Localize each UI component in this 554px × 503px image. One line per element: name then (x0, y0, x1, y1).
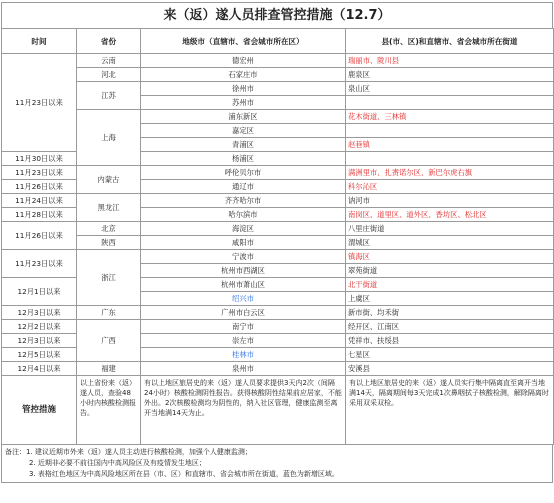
time-cell: 12月3日以来 (2, 306, 77, 320)
county-cell: 北干街道 (346, 278, 554, 292)
county-cell: 花木街道、三林镇 (346, 110, 554, 124)
county-cell (346, 306, 554, 320)
table-row (2, 362, 554, 376)
note-line: 备注：1. 建议近期市外来（返）遂人员主动进行核酸检测，加强个人健康监测； (5, 448, 252, 456)
city-cell: 石家庄市 (141, 68, 346, 82)
province-cell: 河北 (77, 68, 141, 82)
county-cell: 科尔沁区 (346, 180, 554, 194)
city-cell: 广州市白云区 (141, 306, 346, 320)
county-cell: 翠苑街道 (346, 264, 554, 278)
county-cell: 渭城区 (346, 236, 554, 250)
city-cell: 杭州市萧山区 (141, 278, 346, 292)
city-cell: 苏州市 (141, 96, 346, 110)
notes-block (1, 445, 553, 483)
time-cell: 11月26日以来 (2, 222, 77, 250)
county-cell: 经开区、江南区 (346, 320, 554, 334)
time-cell: 12月2日以来 (2, 320, 77, 334)
table-row (2, 110, 554, 124)
time-cell: 12月3日以来 (2, 334, 77, 348)
province-cell: 北京 (77, 222, 141, 236)
county-cell (346, 96, 554, 110)
time-cell: 11月23日以来 (2, 166, 77, 180)
county-cell: 南岗区、道里区、道外区、香坊区、松北区 (346, 208, 554, 222)
table-header-row (2, 29, 554, 54)
city-cell: 桂林市 (141, 348, 346, 362)
county-cell: 讷河市 (346, 194, 554, 208)
county-cell: 上虞区 (346, 292, 554, 306)
city-cell: 绍兴市 (141, 292, 346, 306)
city-cell: 海淀区 (141, 222, 346, 236)
city-cell: 齐齐哈尔市 (141, 194, 346, 208)
time-cell: 12月5日以来 (2, 348, 77, 362)
county-cell: 凭祥市、扶绥县 (346, 334, 554, 348)
time-cell: 11月24日以来 (2, 194, 77, 208)
city-cell: 宁波市 (141, 250, 346, 264)
county-cell: 泉山区 (346, 82, 554, 96)
time-cell: 11月26日以来 (2, 180, 77, 194)
table-row (2, 166, 554, 180)
county-cell: 满洲里市、扎赉诺尔区、新巴尔虎右旗 (346, 166, 554, 180)
city-cell: 杭州市西湖区 (141, 264, 346, 278)
province-cell: 上海 (77, 110, 141, 166)
measures-label: 管控措施 (2, 376, 77, 445)
county-cell: 赵巷镇 (346, 138, 554, 152)
table-row (2, 320, 554, 334)
header-time: 时间 (2, 29, 77, 54)
province-cell: 福建 (77, 362, 141, 376)
table-row (2, 54, 554, 68)
province-cell: 内蒙古 (77, 166, 141, 194)
province-cell: 广东 (77, 306, 141, 320)
city-cell: 泉州市 (141, 362, 346, 376)
page-title: 来（返）遂人员排查管控措施（12.7） (1, 2, 553, 28)
measures-row (2, 376, 554, 445)
note-line: 3. 表格红色地区为中高风险地区所在县（市、区）和直辖市、省会城市所在街道，蓝色为新增区域。 (29, 470, 339, 478)
time-cell: 12月1日以来 (2, 278, 77, 306)
measures-col3: 有以上地区旅居史的来（返）遂人员实行集中隔离直至离开当地满14天，隔离期间每3天完成1次鼻咽拭子核酸检测，解除隔离时采用双采双检。 (346, 376, 554, 445)
city-cell: 通辽市 (141, 180, 346, 194)
time-cell: 12月4日以来 (2, 362, 77, 376)
city-cell: 浦东新区 (141, 110, 346, 124)
county-cell: 镇海区 (346, 250, 554, 264)
city-cell: 嘉定区 (141, 124, 346, 138)
time-cell: 11月30日以来 (2, 152, 77, 166)
header-county: 县(市、区)和直辖市、省会城市所在街道 (346, 29, 554, 54)
city-cell: 徐州市 (141, 82, 346, 96)
city-cell: 崇左市 (141, 334, 346, 348)
county-cell: 鹿泉区 (346, 68, 554, 82)
city-cell: 南宁市 (141, 320, 346, 334)
time-cell: 11月23日以来 (2, 54, 77, 152)
time-cell: 11月28日以来 (2, 208, 77, 222)
measures-col2: 有以上地区旅居史的来（返）遂人员要求提供3天内2次（间隔24小时）核酸检测阴性报告。获得核酸阴性结果前应居家，不能外出。2次核酸检测均为阴性的，纳入社区管理，健康监测至离开当地满14天为止。 (141, 376, 346, 445)
province-cell: 云南 (77, 54, 141, 68)
county-text: 新市街、均禾街 (348, 308, 400, 317)
province-cell: 江苏 (77, 82, 141, 110)
city-cell: 咸阳市 (141, 236, 346, 250)
table-row (2, 194, 554, 208)
county-cell (346, 152, 554, 166)
province-cell: 陕西 (77, 236, 141, 250)
county-cell: 瑞丽市、陇川县 (346, 54, 554, 68)
city-cell: 德宏州 (141, 54, 346, 68)
table-row (2, 68, 554, 82)
province-cell: 浙江 (77, 250, 141, 306)
city-cell: 哈尔滨市 (141, 208, 346, 222)
province-cell: 广西 (77, 320, 141, 362)
city-cell: 青浦区 (141, 138, 346, 152)
county-cell: 安溪县 (346, 362, 554, 376)
county-cell: 七星区 (346, 348, 554, 362)
time-cell: 11月23日以来 (2, 250, 77, 278)
header-city: 地级市（直辖市、省会城市所在区） (141, 29, 346, 54)
table-row (2, 236, 554, 250)
city-cell: 杨浦区 (141, 152, 346, 166)
measures-col1: 以上省份来（返）遂人员，查验48小时内核酸检测报告。 (77, 376, 141, 445)
province-cell: 黑龙江 (77, 194, 141, 222)
header-province: 省份 (77, 29, 141, 54)
table-row (2, 82, 554, 96)
city-cell: 呼伦贝尔市 (141, 166, 346, 180)
county-cell: 八里庄街道 (346, 222, 554, 236)
control-table (1, 28, 554, 445)
table-row (2, 250, 554, 264)
county-cell (346, 124, 554, 138)
table-row (2, 222, 554, 236)
table-row (2, 306, 554, 320)
note-line: 2. 近期非必要不前往国内中高风险区及有疫情发生地区； (29, 459, 206, 467)
